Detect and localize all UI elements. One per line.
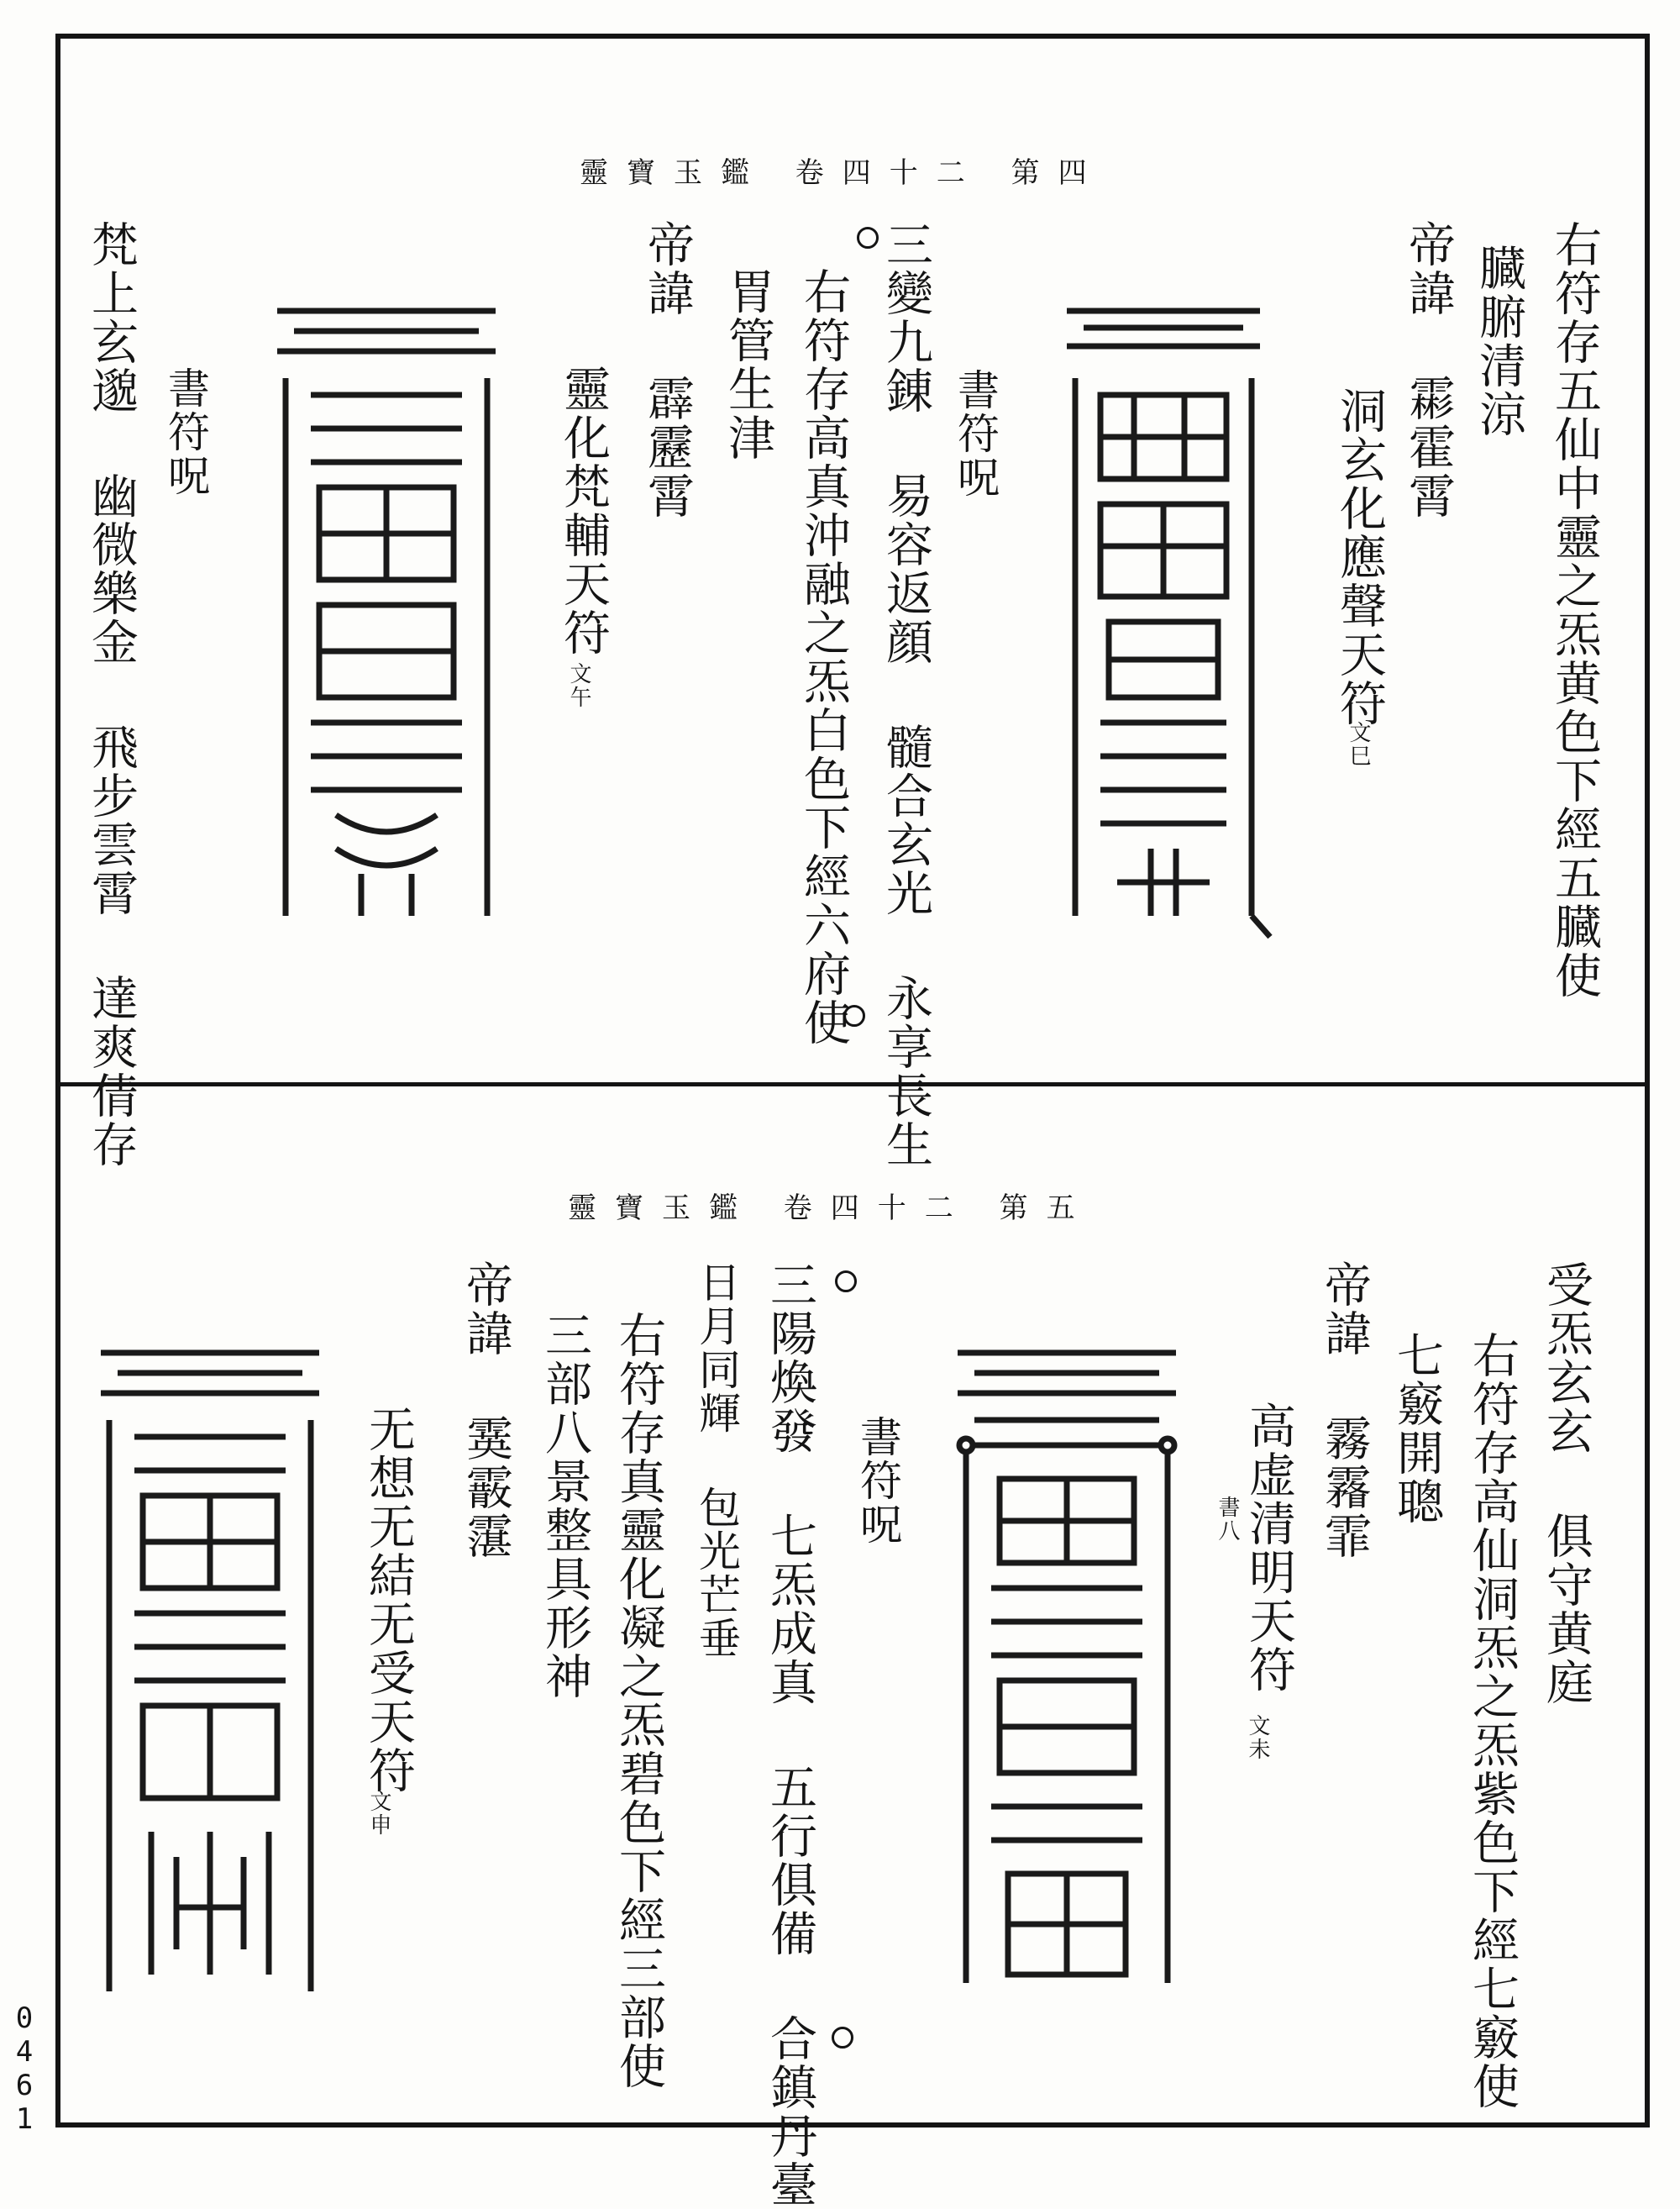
lower-note-1: 文未: [1245, 1714, 1270, 1761]
upper-circle-mark-2: [843, 1005, 865, 1027]
upper-col-5: 書符呪: [951, 368, 1000, 499]
lower-circle-mark-2: [832, 2027, 853, 2049]
upper-col-12: 梵上玄邈 幽微樂金 飛步雲霄 達爽倩存: [84, 220, 139, 1169]
lower-note-2: 文申: [366, 1790, 391, 1837]
lower-col-7: 三陽煥發 七炁成真 五行俱備 合鎮丹臺: [763, 1260, 817, 2209]
lower-col-12: 无想无結无受天符: [361, 1405, 416, 1795]
lower-col-4: 帝諱 霧霿霏: [1317, 1260, 1372, 1560]
upper-col-3: 帝諱 霦霍霄: [1401, 220, 1456, 520]
upper-talisman-2: [260, 294, 512, 941]
upper-col-1: 右符存五仙中靈之炁黄色下經五臓使: [1547, 220, 1602, 1000]
upper-col-9: 帝諱 霹靂霄: [640, 220, 695, 520]
upper-col-2: 臓腑清涼: [1472, 244, 1526, 439]
lower-col-3: 七竅開聰: [1389, 1331, 1444, 1526]
lower-col-1: 受炁玄玄 俱守黄庭: [1539, 1260, 1593, 1707]
lower-circle-mark-1: [835, 1270, 857, 1292]
upper-page-caption: 靈寶玉鑑 卷四十二 第四: [580, 156, 1105, 190]
upper-col-7: 右符存高真沖融之炁白色下經六府使: [796, 267, 851, 1047]
upper-col-4: 洞玄化應聲天符: [1332, 387, 1387, 728]
upper-col-10: 靈化梵輔天符: [556, 365, 611, 657]
lower-col-8: 日月同輝 包光芒垂: [692, 1260, 741, 1660]
lower-col-5: 高虚清明天符: [1242, 1402, 1296, 1694]
lower-talisman-1: [941, 1336, 1193, 2008]
lower-col-10: 三部八景整具形神: [538, 1311, 592, 1701]
lower-col-6: 書符呪: [853, 1415, 902, 1546]
page-divider: [55, 1082, 1650, 1086]
lower-page-caption: 靈寶玉鑑 卷四十二 第五: [568, 1191, 1094, 1225]
upper-col-8: 胃管生津: [721, 267, 775, 462]
upper-note-1: 文巳: [1346, 721, 1371, 768]
lower-col-9: 右符存真靈化凝之炁碧色下經三部使: [612, 1311, 666, 2091]
lower-col-11: 帝諱 霙霰霮: [459, 1260, 513, 1560]
page-number-digit: 1: [15, 2102, 34, 2136]
page-number-digit: 4: [15, 2035, 34, 2069]
page-number-digit: 0: [15, 2001, 34, 2035]
upper-col-11: 書符呪: [161, 366, 210, 497]
lower-note-small: 書八: [1215, 1496, 1240, 1543]
page-number-digit: 6: [15, 2069, 34, 2102]
lower-talisman-2: [84, 1336, 336, 2008]
page-number: [12, 2001, 37, 2136]
upper-note-2: 文午: [566, 662, 591, 709]
upper-circle-mark-1: [857, 227, 879, 249]
upper-talisman-1: [1050, 294, 1277, 941]
lower-col-2: 右符存高仙洞炁之炁紫色下經七竅使: [1465, 1331, 1520, 2111]
upper-col-6: 三變九錬 易容返顔 髓合玄光 永享長生: [879, 220, 933, 1169]
